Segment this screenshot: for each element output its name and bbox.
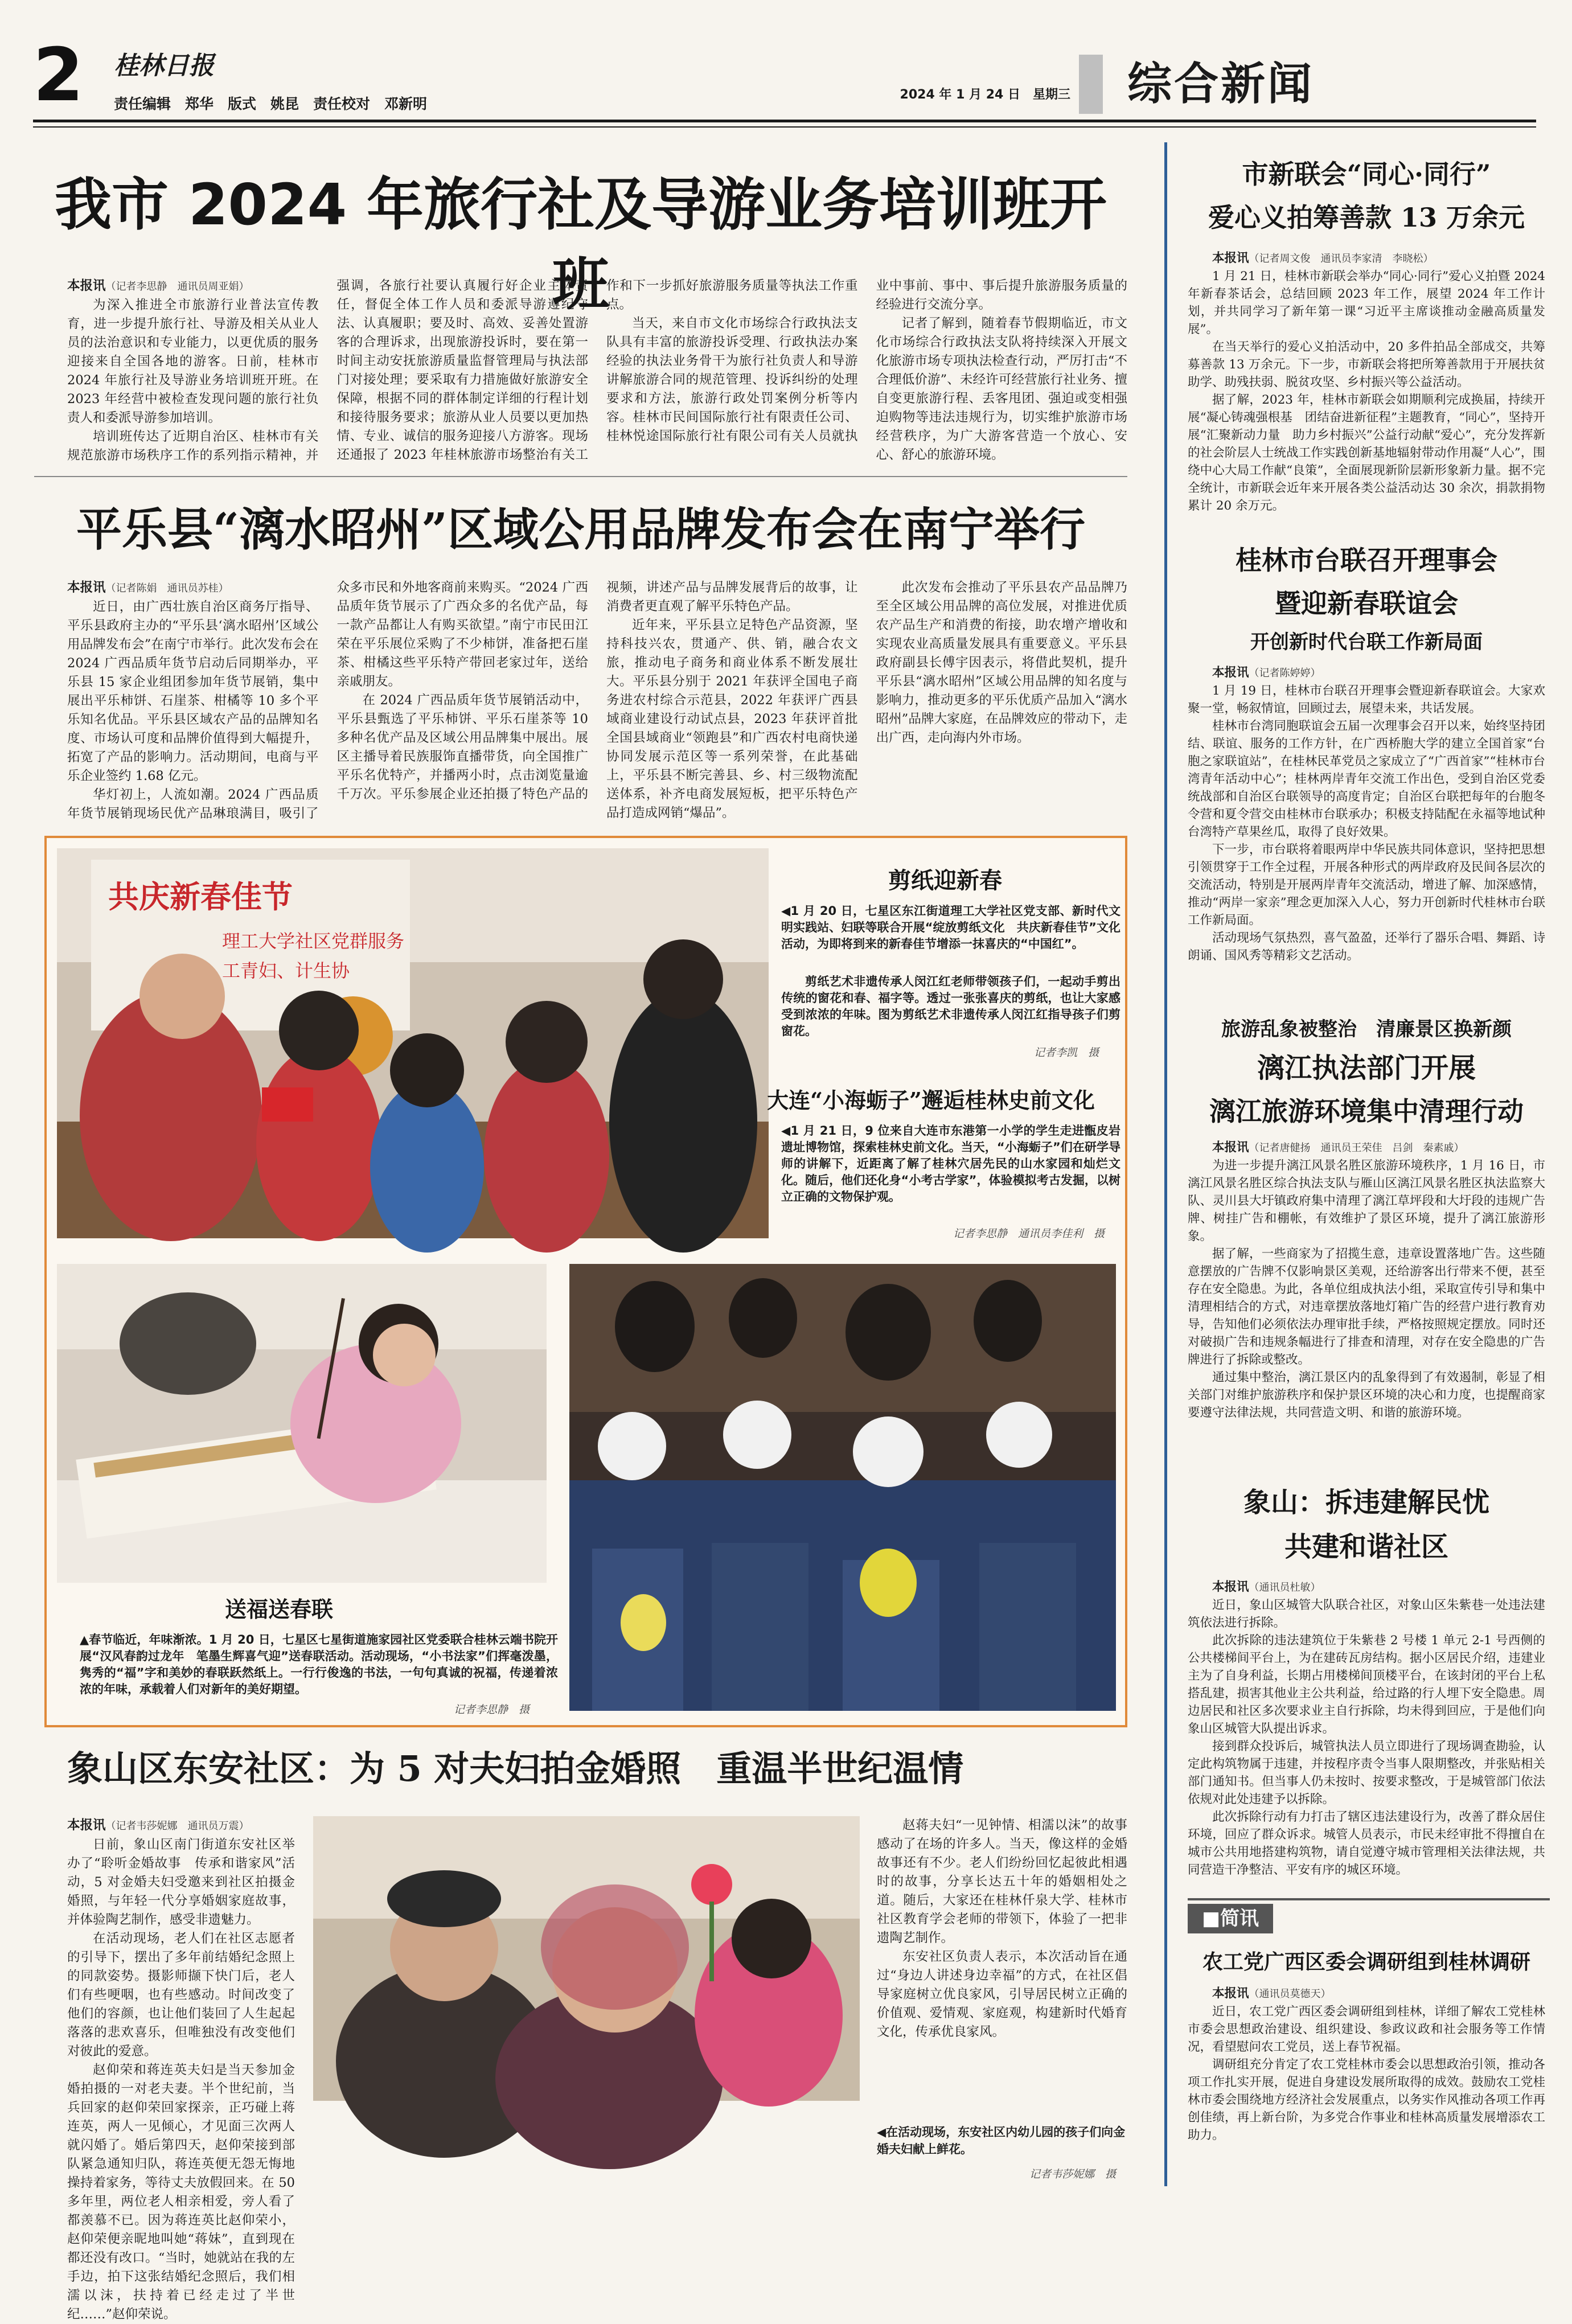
side2 xyxy=(1184,539,1549,992)
paragraph: 1 月 21 日，桂林市新联会举办“同心·同行”爱心义拍暨 2024 年新春茶话会，总结回顾 2023 年工作，展望 2024 年工作计划，并共同学习了新年第一课“习近平主席谈推动金融高质量发展”。 xyxy=(1188,269,1545,336)
paragraph: 据了解，2023 年，桂林市新联会如期顺利完成换届，持续开展“凝心铸魂强根基 团结奋进新征程”主题教育，“同心”，坚持开展“汇聚新动力量 助力乡村振兴”公益行动献“爱心”，充分发挥新的社会阶层人士统战工作实践创新基地辐射带动作用凝“人心”，围绕中心大局工作献“良策”，全面展现新阶层新形象新力量。据不完全统计，市新联会近年来开展各类公益活动达 30 余次，捐款捐物累计 20 余万元。 xyxy=(1188,393,1545,513)
article3-lead: 本报讯 xyxy=(67,1818,106,1833)
paragraph: 接到群众投诉后，城管执法人员立即进行了现场调查勘验，认定此构筑物属于违建，并按程序责令当事人限期整改，并张贴相关部门通知书。但当事人仍未按时、按要求整改，于是城管部门依法依规对此处违建予以拆除。 xyxy=(1188,1739,1545,1806)
paragraph: 通过集中整治，漓江景区内的乱象得到了有效遏制，彰显了相关部门对维护旅游秩序和保护景区环境的决心和力度，也提醒商家要遵守法律法规，共同营造文明、和谐的旅游环境。 xyxy=(1188,1370,1545,1420)
article3-col3 xyxy=(877,1816,1127,2121)
side4-body xyxy=(1188,1578,1545,1880)
banner-text-2: 理工大学社区党群服务 xyxy=(222,930,405,952)
side4-lead: 本报讯 xyxy=(1212,1580,1249,1594)
paragraph: 培训班传达了近期自治区、桂林市有关规范旅游市场秩序工作的系列指示精神，并强调，各旅行社要认真履行好企业主体责任，督促全体工作人员和委派导游遵纪守法、认真履职；要及时、高效、妥善处置游客的合理诉求，出现旅游投诉时，要在第一时间主动安抚旅游质量监督管理局与执法部门对接处理；要采取有力措施做好旅游安全保障，根据不同的群体制定详细的行程计划和接待服务要求；旅游从业人员要以更加热情、专业、诚信的服务迎接八方游客。现场还通报了 2023 年桂林旅游市场整治有关工作和下一步抓好旅游服务质量等执法工作重点。 xyxy=(67,278,858,463)
sidebar-rule xyxy=(1164,142,1167,2186)
story1-caption-2: 剪纸艺术非遗传承人闵江红老师带领孩子们，一起动手剪出传统的窗花和春、福字等。透过一张张喜庆的剪纸，也让大家感受到浓浓的年味。图为剪纸艺术非遗传承人闵江红指导孩子们剪窗花。 xyxy=(781,975,1120,1038)
briefs-headline: 农工党广西区委会调研组到桂林调研 xyxy=(1202,1950,1530,1974)
paragraph: 赵仰荣和蒋连英夫妇是当天参加金婚拍摄的一对老夫妻。半个世纪前，当兵回家的赵仰荣回家探亲，正巧碰上蒋连英，两人一见倾心，才见面三次两人就闪婚了。婚后第四天，赵仰荣接到部队紧急通知归队，蒋连英便无怨无悔地操持着家务，等待丈夫放假回来。在 50 多年里，两位老人相亲相爱，旁人看了都羡慕不已。因为蒋连英比赵仰荣小，赵仰荣便亲昵地叫她“蒋妹”，直到现在都还没有改口。“当时，她就站在我的左手边，拍下这张结婚纪念照后，我们相濡以沫，扶持着已经走过了半世纪……”赵仰荣说。 xyxy=(67,2063,295,2322)
calligraphy-photo xyxy=(57,1264,547,1583)
paragraph: 桂林市台湾同胞联谊会五届一次理事会召开以来，始终坚持团结、联谊、服务的工作方针，在广西桥胞大学的建立全国首家“台胞之家联谊站”，在桂林民革党员之家成立了“广西首家”“桂林市台湾青年活动中心”；桂林两岸青年交流工作出色，受到自治区党委统战部和自治区台联领导的高度肯定；自治区台联把每年的台胞冬令营和夏令营交由桂林市台联承办；积极支持陆配在永福等地试种台湾特产草果丝瓜，取得了良好效果。 xyxy=(1188,719,1545,839)
briefs-label-text: 简讯 xyxy=(1220,1907,1259,1930)
briefs-credit: （通讯员莫德天） xyxy=(1249,1988,1331,2000)
briefs-label xyxy=(1188,1904,1273,1933)
museum-photo xyxy=(569,1264,1116,1711)
paragraph: 为深入推进全市旅游行业普法宣传教育，进一步提升旅行社、导游及相关从业人员的法治意识和专业能力，以更优质的服务迎接来自全国各地的游客。日前，桂林市 2024 年旅行社及导游业务培训班开班。在 2023 年经营中被检查发现问题的旅行社负责人和委派导游参加培训。 xyxy=(67,298,319,425)
paragraph: 日前，象山区南门街道东安社区举办了“聆听金婚故事 传承和谐家风”活动，5 对金婚夫妇受邀来到社区拍摄金婚照，与年轻一代分享婚姻家庭故事，并体验陶艺制作，感受非遗魅力。 xyxy=(67,1837,295,1927)
article3-col1 xyxy=(67,1816,295,2322)
side4-credit: （通讯员杜敏） xyxy=(1249,1582,1321,1594)
side2-headline-1: 桂林市台联召开理事会 xyxy=(1236,545,1497,576)
story1-byline: 记者李凯 摄 xyxy=(1033,1046,1099,1059)
story2-title: 大连“小海蛎子”邂逅桂林史前文化 xyxy=(767,1087,1095,1113)
article1-lead: 本报讯 xyxy=(67,278,106,293)
paper-cutting-photo xyxy=(57,848,769,1238)
golden-wedding-photo xyxy=(313,1816,860,2101)
paragraph: 赵蒋夫妇“一见钟情、相濡以沫”的故事感动了在场的许多人。当天，像这样的金婚故事还有不少。老人们纷纷回忆起彼此相遇时的故事，分享长达五十年的婚姻相处之道。随后，大家还在桂林仟泉大学、桂林市社区教育学会老师的带领下，体验了一把非遗陶艺制作。 xyxy=(877,1818,1127,1945)
article2-lead: 本报讯 xyxy=(67,580,106,595)
side1-lead: 本报讯 xyxy=(1212,251,1249,265)
paragraph: 在当天举行的爱心义拍活动中，20 多件拍品全部成交，共筹募善款 13 万余元。下一步，市新联会将把所筹善款用于开展扶贫助学、助残扶弱、脱贫攻坚、乡村振兴等公益活动。 xyxy=(1188,340,1545,389)
paragraph: 华灯初上，人流如潮。2024 广西品质年货节展销现场民优产品琳琅满目，吸引了众多市民和外地客商前来购买。“2024 广西品质年货节展示了广西众多的名优产品，每一款产品都让人有购买欲望。”南宁市民田江荣在平乐展位采购了不少柿饼，准备把石崖茶、柑橘这些平乐特产带回老家过年，送给亲戚朋友。 xyxy=(67,580,588,821)
banner-text-1: 共庆新春佳节 xyxy=(108,878,293,915)
side1-headline-2: 爱心义拍筹善款 13 万余元 xyxy=(1208,202,1525,233)
side1-credit: （记者周文俊 通讯员李家清 李晓松） xyxy=(1249,253,1434,265)
article-divider xyxy=(34,476,1127,477)
paragraph: 近日，象山区城管大队联合社区，对象山区朱紫巷一处违法建筑依法进行拆除。 xyxy=(1188,1598,1545,1630)
section-title: 综合新闻 xyxy=(1127,58,1315,110)
article3-credit: （记者韦莎妮娜 通讯员万震） xyxy=(105,1820,249,1832)
paragraph: 活动现场气氛热烈，喜气盈盈，还举行了器乐合唱、舞蹈、诗朗诵、国风秀等精彩文艺活动。 xyxy=(1188,931,1545,963)
paragraph: 为进一步提升漓江风景名胜区旅游环境秩序，1 月 16 日，市漓江风景名胜区综合执法支队与雁山区漓江风景名胜区执法监察大队、灵川县大圩镇政府集中清理了漓江草坪段和大圩段的违规广告牌、树挂广告和棚帐，有效维护了景区环境，提升了漓江旅游形象。 xyxy=(1188,1159,1545,1243)
side1 xyxy=(1184,153,1549,535)
side3-kicker: 旅游乱象被整治 清廉景区换新颜 xyxy=(1221,1018,1512,1041)
paragraph: 近日，由广西壮族自治区商务厅指导、平乐县政府主办的“平乐县‘漓水昭州’区域公用品牌发布会”在南宁市举行。此次发布会在 2024 广西品质年货节启动后同期举办，平乐县 15 家企业组团参加年货节展销，集中展出平乐柿饼、石崖茶、柑橘等 10 多个平乐知名优品。平乐县区域农产品的品牌知名度、市场认可度和品牌价值得到大幅提升，拓宽了产品的影响力。活动期间，电商与平乐企业签约 1.68 亿元。 xyxy=(67,600,319,783)
section-marker xyxy=(1079,55,1103,114)
side4 xyxy=(1184,1480,1549,1879)
side2-subhead: 开创新时代台联工作新局面 xyxy=(1250,631,1483,654)
banner-text-3: 工青妇、计生协 xyxy=(222,960,350,982)
story2-byline: 记者李思静 通讯员李佳利 摄 xyxy=(953,1227,1105,1240)
editors-line: 责任编辑 郑华 版式 姚昆 责任校对 邓新明 xyxy=(114,96,428,112)
side3 xyxy=(1184,1012,1549,1468)
article2-credit: （记者陈娟 通讯员苏桂） xyxy=(105,582,229,594)
article1-credit: （记者李思静 通讯员周亚娟） xyxy=(105,281,249,293)
story3-title: 送福送春联 xyxy=(224,1596,333,1622)
story3-byline: 记者李思静 摄 xyxy=(453,1703,530,1716)
paragraph: 当天，来自市文化市场综合行政执法支队具有丰富的旅游投诉受理、行政执法办案经验的执法业务骨干为旅行社负责人和导游讲解旅游合同的规范管理、投诉纠纷的处理要求和方法，旅游行政处罚案例分析等内容。桂林市民间国际旅行社有限责任公司、桂林悦途国际旅行社有限公司有关人员就执业中事前、事中、事后提升旅游服务质量的经验进行交流分享。 xyxy=(606,278,1127,444)
paragraph: 此次拆除行动有力打击了辖区违法建设行为，改善了群众居住环境，回应了群众诉求。城管人员表示，市民未经审批不得擅自在城市公共用地搭建构筑物，请自觉遵守城市管理相关法律法规，共同营造干净整洁、平安有序的城区环境。 xyxy=(1188,1810,1545,1877)
paragraph: 在 2024 广西品质年货节展销活动中，平乐县甄选了平乐柿饼、平乐石崖茶等 10 多种名优产品及区域公用品牌集中展出。展区主播导着民族服饰直播带货，向全国推广平乐名优特产，并播两小时，点击浏览量逾千万次。平乐参展企业还拍摄了特色产品的视频，讲述产品与品牌发展背后的故事，让消费者更直观了解平乐特色产品。 xyxy=(336,580,858,802)
article3-headline: 象山区东安社区：为 5 对夫妇拍金婚照 重温半世纪温情 xyxy=(67,1748,964,1789)
side4-headline-1: 象山：拆违建解民忧 xyxy=(1243,1487,1489,1518)
issue-date: 2024 年 1 月 24 日 星期三 xyxy=(900,88,1070,102)
story3-caption: ▲春节临近，年味渐浓。1 月 20 日，七星区七星街道施家园社区党委联合桂林云端书院开展“汉风春韵过龙年 笔墨生辉喜气迎”送春联活动。活动现场，“小书法家”们挥毫泼墨，隽秀的“福”字和美妙的春联跃然纸上。一行行俊逸的书法，一句句真诚的祝福，传递着浓浓的年味，承载着人们对新年的美好期望。 xyxy=(80,1633,558,1696)
side3-body xyxy=(1188,1139,1545,1457)
briefs-lead: 本报讯 xyxy=(1212,1986,1249,2001)
side3-lead: 本报讯 xyxy=(1212,1140,1249,1155)
paragraph: 1 月 19 日，桂林市台联召开理事会暨迎新春联谊会。大家欢聚一堂，畅叙情谊，回顾过去，展望未来，共话发展。 xyxy=(1188,684,1545,716)
paragraph: 近日，农工党广西区委会调研组到桂林，详细了解农工党桂林市委会思想政治建设、组织建设、参政议政和社会服务等工作情况，看望慰问农工党员，送上春节祝福。 xyxy=(1188,2005,1545,2054)
briefs-body xyxy=(1188,1985,1545,2184)
article1-headline: 我市 2024 年旅行社及导游业务培训班开班 xyxy=(55,171,1107,318)
square-icon: ■ xyxy=(1201,1907,1221,1930)
side1-body xyxy=(1188,249,1545,534)
side4-headline-2: 共建和谐社区 xyxy=(1284,1531,1448,1563)
paragraph: 记者了解到，随着春节假期临近，市文化市场综合行政执法支队将持续深入开展文化旅游市场专项执法检查行动，严厉打击“不合理低价游”、未经许可经营旅行社业务、擅自变更旅游行程、丢客甩团、强迫或变相强迫购物等违法违规行为，切实维护旅游市场经营秩序，为广大游客营造一个放心、安心、舒心的旅游环境。 xyxy=(876,316,1127,462)
paragraph: 此次发布会推动了平乐县农产品品牌乃至全区域公用品牌的高位发展，对推进优质农产品生产和消费的衔接，助农增产增收和实现农业高质量发展具有重要意义。平乐县政府副县长傅宇因表示，将借此契机，提升平乐县“漓水昭州”区域公用品牌的知名度与影响力，推动更多的平乐优质产品加入“漓水昭州”品牌大家庭，在品牌效应的带动下，走出广西，走向海内外市场。 xyxy=(876,580,1127,745)
side3-headline-1: 漓江执法部门开展 xyxy=(1257,1052,1476,1084)
paragraph: 调研组充分肯定了农工党桂林市委会以思想政治引领，推动各项工作扎实开展，促进自身建设发展所取得的成效。鼓励农工党桂林市委会围绕地方经济社会发展重点，以务实作风推动各项工作再创佳绩，再上新台阶，为多党合作事业和桂林高质量发展增添农工助力。 xyxy=(1188,2058,1545,2142)
paragraph: 东安社区负责人表示，本次活动旨在通过“身边人讲述身边幸福”的方式，在社区倡导家庭树立优良家风，引导居民树立正确的价值观、爱情观、家庭观，构建新时代婚育文化，传承优良家风。 xyxy=(877,1949,1127,2039)
side2-body xyxy=(1188,664,1545,988)
side2-credit: （记者陈婷婷） xyxy=(1249,667,1321,679)
side2-headline-2: 暨迎新春联谊会 xyxy=(1275,588,1458,619)
paper-name: 桂林日报 xyxy=(114,51,214,80)
paragraph: 据了解，一些商家为了招揽生意，违章设置落地广告。这些随意摆放的广告牌不仅影响景区美观，还给游客出行带来不便，甚至存在安全隐患。为此，各单位组成执法小组，采取宣传引导和集中清理相结合的方式，对违章摆放落地灯箱广告的经营户进行教育劝导，告知他们必须依法办理审批手续，严格按照规定摆放。同时还对破损广告和违规条幅进行了排查和清理，对存在安全隐患的广告牌进行了拆除或整改。 xyxy=(1188,1247,1545,1367)
article2-headline: 平乐县“漓水昭州”区域公用品牌发布会在南宁举行 xyxy=(76,503,1086,556)
masthead-rule-thin xyxy=(33,126,1536,128)
paragraph: 此次拆除的违法建筑位于朱紫巷 2 号楼 1 单元 2-1 号西侧的公共楼梯间平台上，为在建砖瓦房结构。据小区居民介绍，违建业主为了自身利益，长期占用楼梯间顶楼平台，在该封闭的平台上私搭乱建，损害其他业主公共利益，给过路的行人埋下安全隐患。周边居民和社区多次要求业主自行拆除，均未得到回应，于是他们向象山区城管大队提出诉求。 xyxy=(1188,1633,1545,1736)
side2-lead: 本报讯 xyxy=(1212,666,1249,680)
paragraph: 近年来，平乐县立足特色产品资源，坚持科技兴农，贯通产、供、销，融合农文旅，推动电子商务和商业体系不断发展壮大。平乐县分别于 2021 年获评全国电子商务进农村综合示范县，2022 年获评广西县域商业建设行动试点县，2023 年获评首批全国县域商业“领跑县”和广西农村电商快递协同发展示范区等一系列荣誉，在此基础上，平乐县不断完善县、乡、村三级物流配送体系，补齐电商发展短板，把平乐特色产品打造成网销“爆品”。 xyxy=(606,618,858,820)
briefs xyxy=(1184,1945,1549,2190)
side3-headline-2: 漓江旅游环境集中清理行动 xyxy=(1209,1096,1524,1127)
story2-caption: ◀1 月 21 日，9 位来自大连市东港第一小学的学生走进甑皮岩遗址博物馆，探索桂林史前文化。当天，“小海蛎子”们在研学导师的讲解下，近距离了解了桂林穴居先民的山水家园和灿烂文化。随后，他们还化身“小考古学家”，体验模拟考古发掘，以树立正确的文物保护观。 xyxy=(781,1124,1120,1204)
story1-title: 剪纸迎新春 xyxy=(888,867,1002,894)
page-number: 2 xyxy=(33,33,84,118)
paragraph: 在活动现场，老人们在社区志愿者的引导下，摆出了多年前结婚纪念照上的同款姿势。摄影师撷下快门后，老人们有些哽咽，也有些感动。时间改变了他们的容颜，也让他们装回了人生起起落落的悲欢喜乐，但唯独没有改变他们对彼此的爱意。 xyxy=(67,1931,295,2059)
wedding-photo-byline: 记者韦莎妮娜 摄 xyxy=(1029,2168,1116,2181)
masthead-rule xyxy=(33,120,1536,122)
article2-body xyxy=(67,578,1127,826)
side1-headline-1: 市新联会“同心·同行” xyxy=(1242,159,1491,190)
article1-body xyxy=(67,277,1127,467)
story1-caption: ◀1 月 20 日，七星区东江街道理工大学社区党支部、新时代文明实践站、妇联等联合开展“绽放剪纸文化 共庆新春佳节”文化活动，为即将到来的新春佳节增添一抹喜庆的“中国红”。 xyxy=(781,904,1120,951)
briefs-label-bar xyxy=(1188,1898,1550,1900)
wedding-photo-caption: ◀在活动现场，东安社区内幼儿园的孩子们向金婚夫妇献上鲜花。 xyxy=(877,2125,1126,2156)
paragraph: 下一步，市台联将着眼两岸中华民族共同体意识，坚持把思想引领贯穿于工作全过程，开展各种形式的两岸政府及民间各层次的交流活动，特别是开展两岸青年交流活动，增进了解、加深感情，推动“两岸一家亲”理念更加深入人心，努力开创新时代桂林市台联工作新局面。 xyxy=(1188,843,1545,927)
side3-credit: （记者唐健扬 通讯员王荣佳 吕剑 秦素戚） xyxy=(1249,1142,1464,1154)
